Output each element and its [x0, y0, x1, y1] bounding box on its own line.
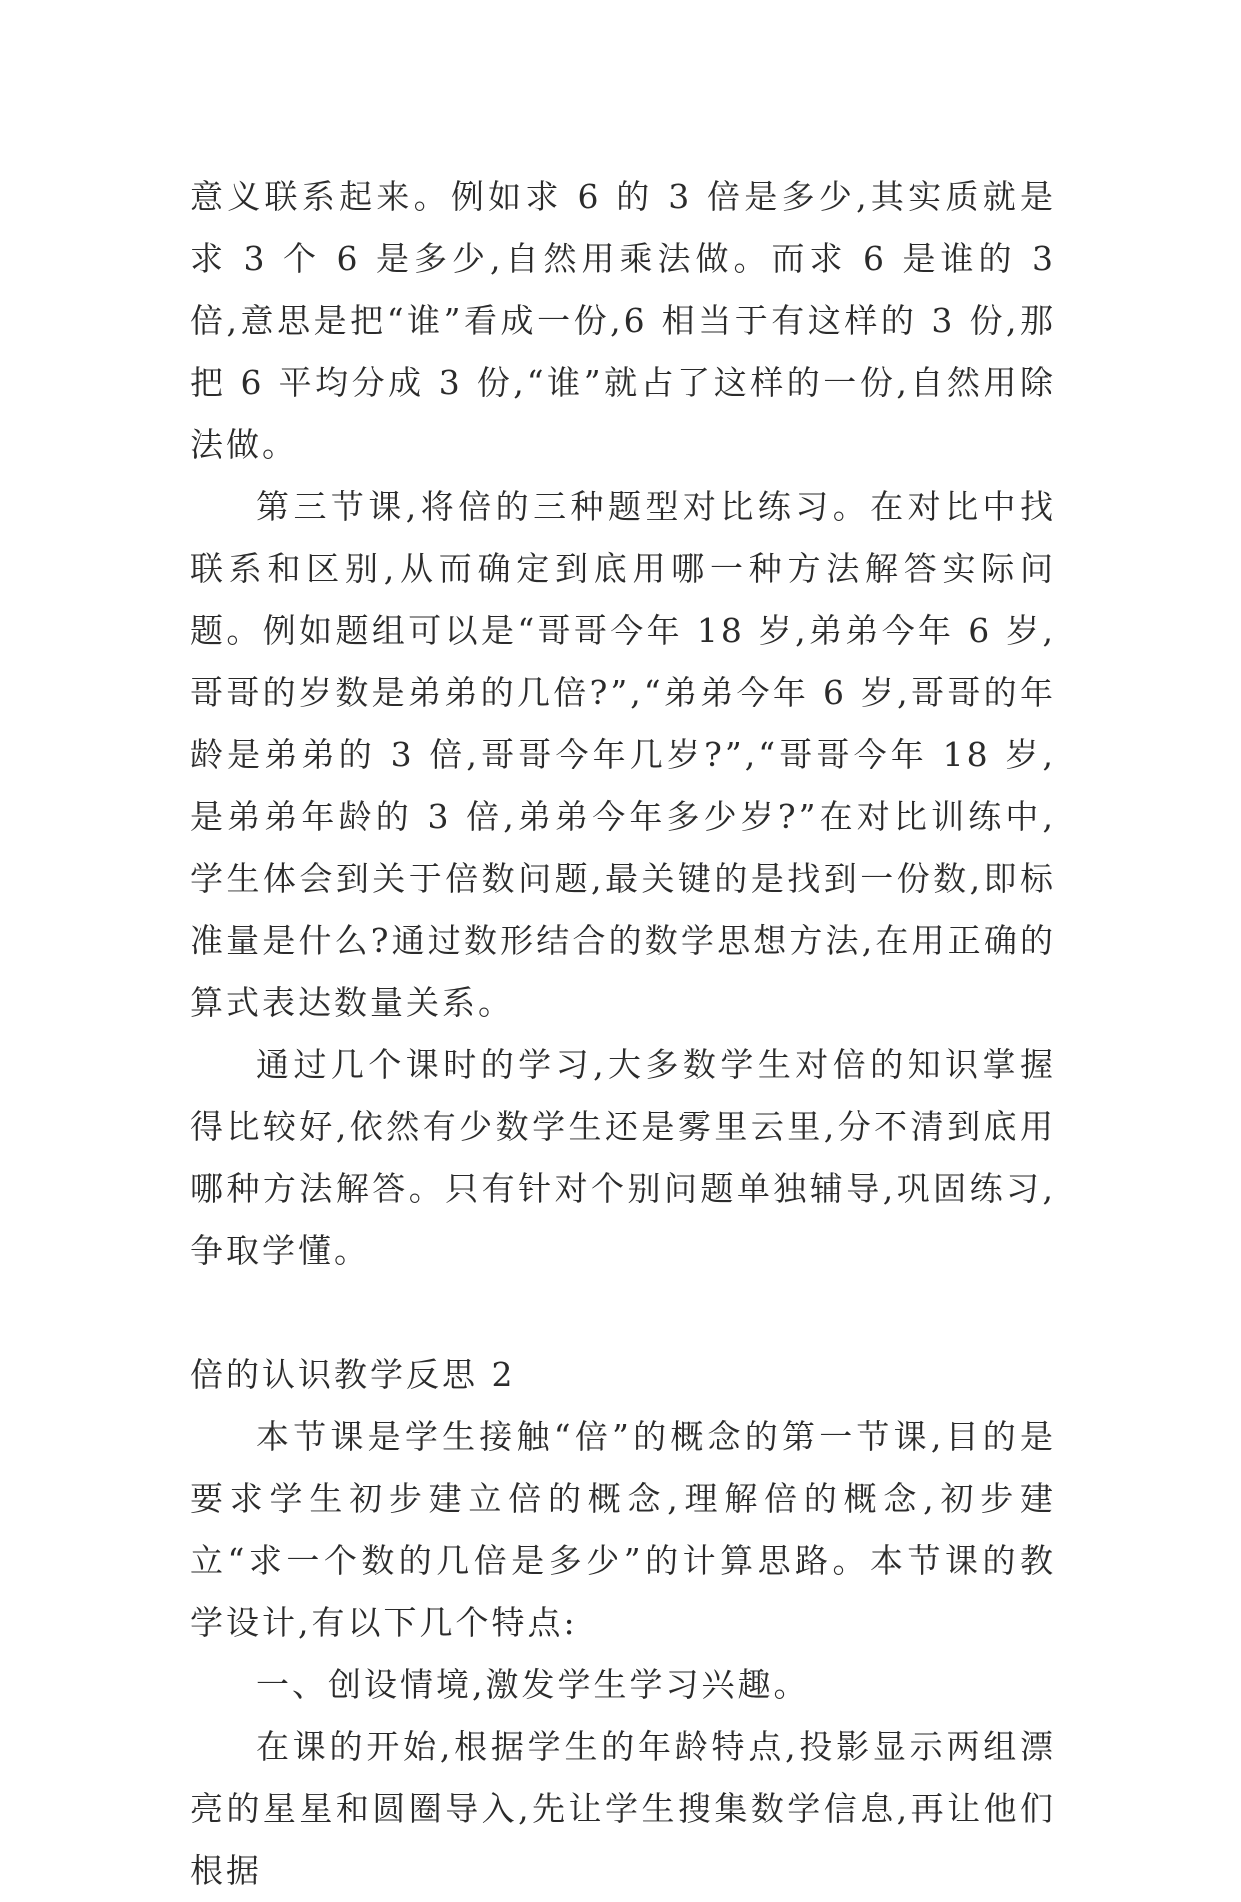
paragraph-third-lesson: 第三节课,将倍的三种题型对比练习。在对比中找联系和区别,从而确定到底用哪一种方法解答实际问题。例如题组可以是“哥哥今年 18 岁,弟弟今年 6 岁,哥哥的岁数是弟弟的几倍?”,“弟弟今年 6 岁,哥哥的年龄是弟弟的 3 倍,哥哥今年几岁?”,“哥哥今年 18 岁,是弟弟年龄的 3 倍,弟弟今年多少岁?”在对比训练中,学生体会到关于倍数问题,最关键的是找到一份数,即标准量是什么?通过数形结合的数学思想方法,在用正确的算式表达数量关系。	[190, 487, 1056, 1022]
paragraph-point-one: 一、创设情境,激发学生学习兴趣。	[256, 1665, 810, 1704]
paragraph-intro: 本节课是学生接触“倍”的概念的第一节课,目的是要求学生初步建立倍的概念,理解倍的概念,初步建立“求一个数的几倍是多少”的计算思路。本节课的教学设计,有以下几个特点:	[190, 1417, 1056, 1642]
paragraph-summary: 通过几个课时的学习,大多数学生对倍的知识掌握得比较好,依然有少数学生还是雾里云里,分不清到底用哪种方法解答。只有针对个别问题单独辅导,巩固练习,争取学懂。	[190, 1045, 1056, 1270]
section-title: 倍的认识教学反思 2	[190, 1355, 516, 1394]
section-spacer	[190, 1282, 1056, 1344]
paragraph-opening: 在课的开始,根据学生的年龄特点,投影显示两组漂亮的星星和圆圈导入,先让学生搜集数学信息,再让他们根据	[190, 1727, 1056, 1890]
document-body	[190, 166, 1056, 1902]
paragraph-continued: 意义联系起来。例如求 6 的 3 倍是多少,其实质就是求 3 个 6 是多少,自然用乘法做。而求 6 是谁的 3 倍,意思是把“谁”看成一份,6 相当于有这样的 3 份,那把 6 平均分成 3 份,“谁”就占了这样的一份,自然用除法做。	[190, 177, 1056, 464]
